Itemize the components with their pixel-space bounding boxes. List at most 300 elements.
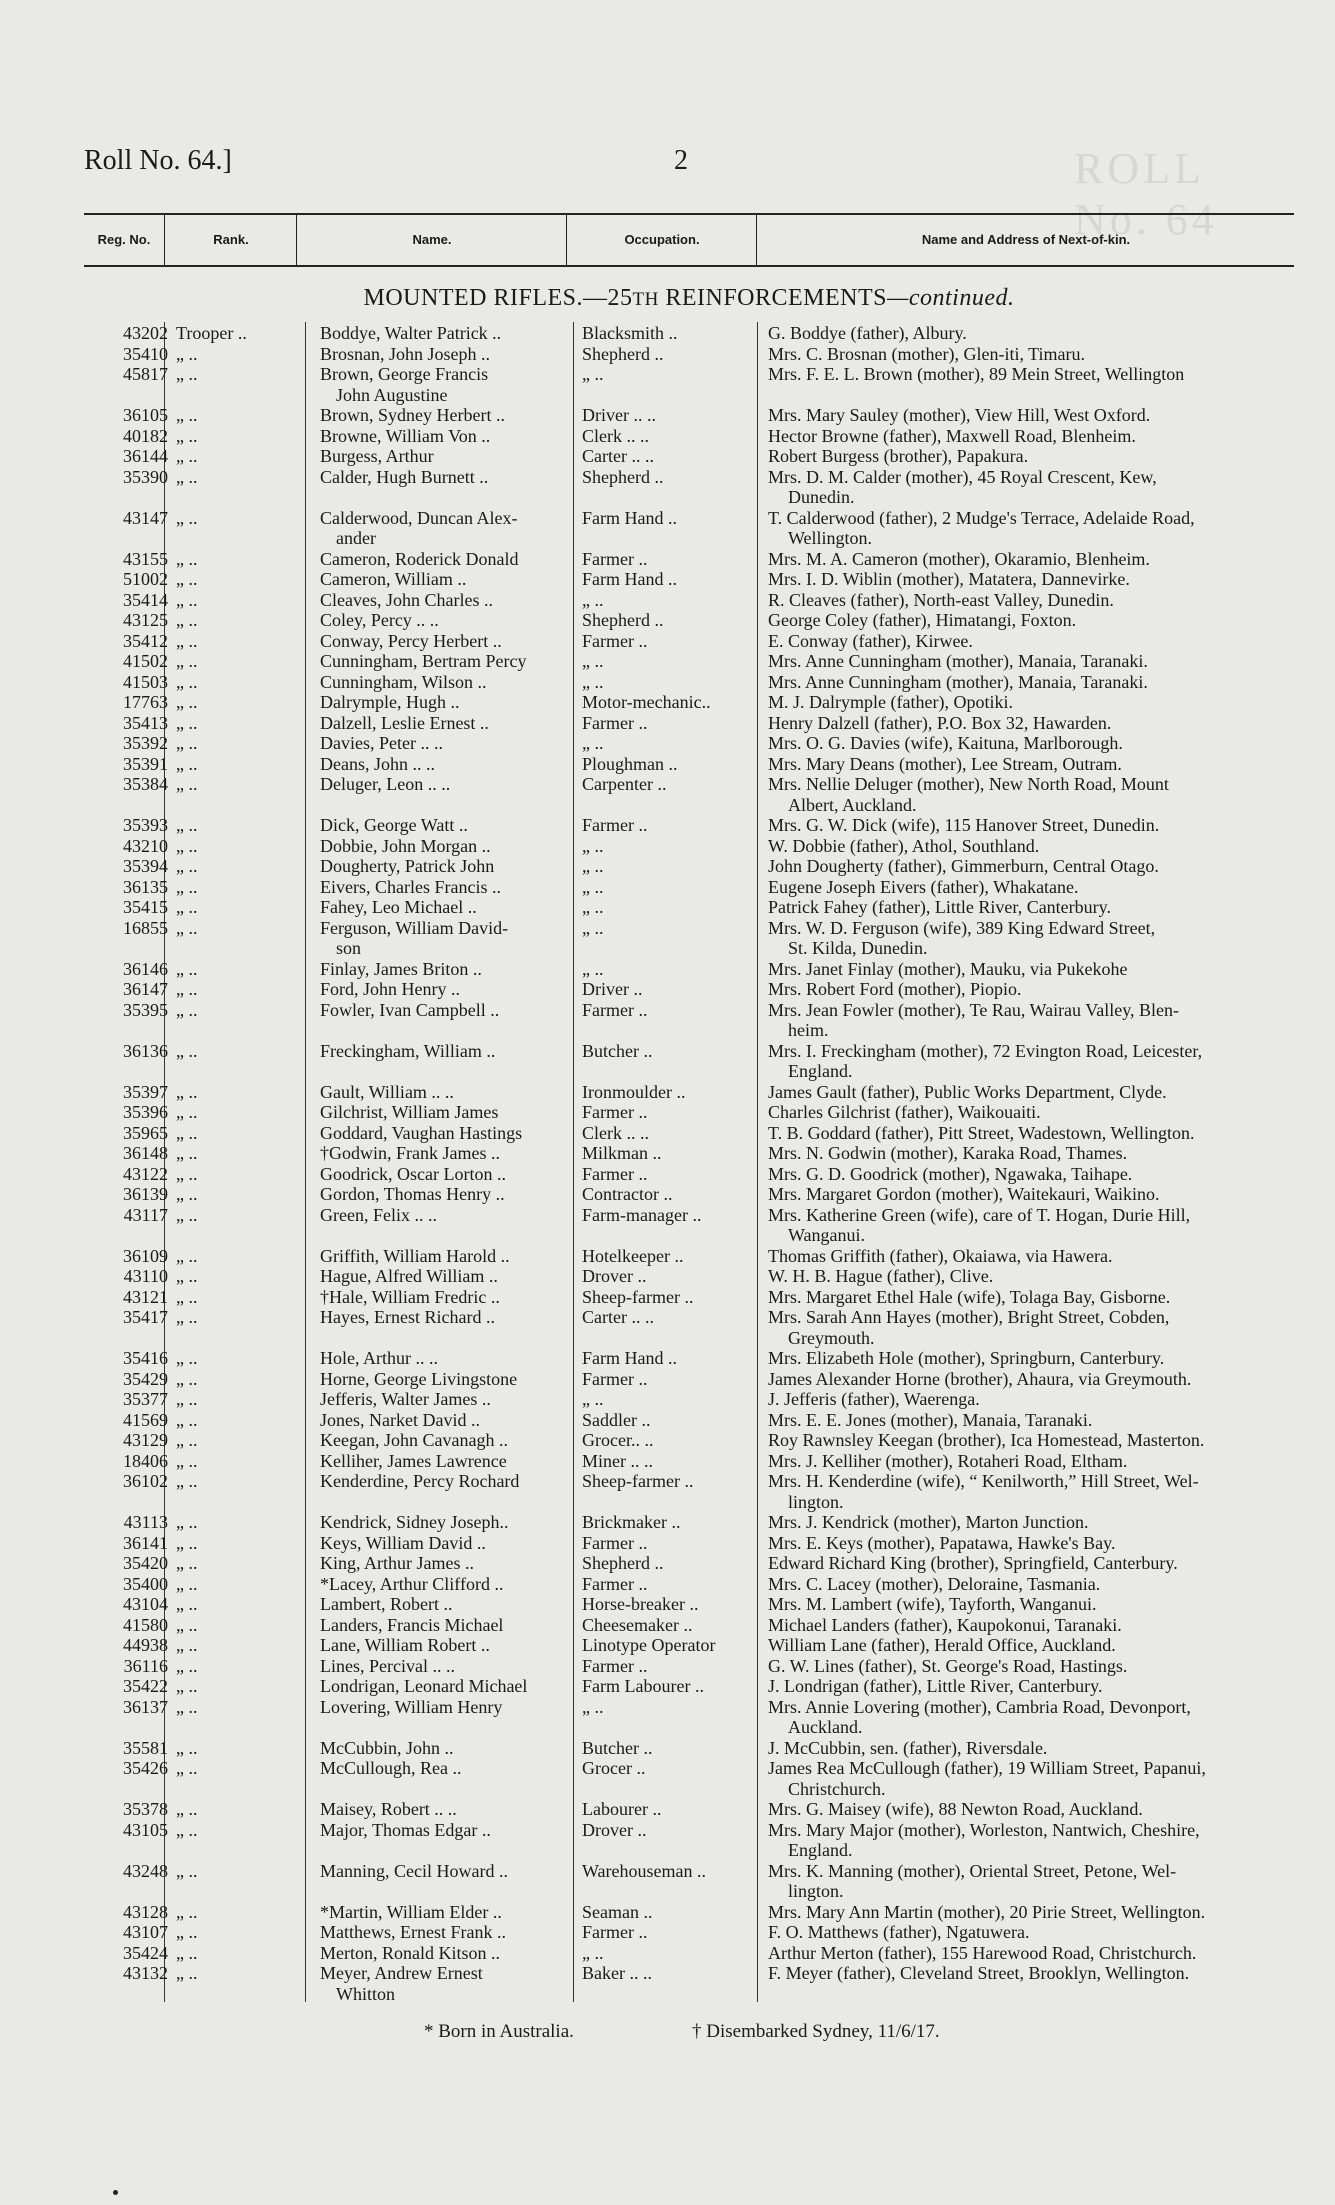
occupation [582,610,772,631]
next-of-kin-text: Robert Burgess (brother), Papakura. [768,446,1029,466]
next-of-kin [768,1287,1328,1308]
section-title-continued: —continued. [887,285,1015,311]
reg-number [104,405,168,426]
reg-number [104,979,168,1000]
next-of-kin-text: Mrs. Elizabeth Hole (mother), Springburn, Canterbury. [768,1348,1165,1368]
soldier-name-text: Kelliher, James Lawrence [320,1450,507,1471]
occupation-text: Brickmaker .. [582,1512,681,1532]
occupation-text: Hotelkeeper .. [582,1245,684,1266]
soldier-name-text: Gilchrist, William James [320,1102,499,1122]
occupation [582,733,772,754]
next-of-kin-text: T. B. Goddard (father), Pitt Street, Wadestown, Wellington. [768,1122,1195,1143]
rank-text: „ .. [176,733,198,753]
reg-number [104,1205,168,1226]
rank [176,1861,298,1882]
occupation-text: „ .. [582,876,604,897]
reg-number [104,815,168,836]
soldier-name-text: Burgess, Arthur [320,446,434,466]
soldier-name-text: Maisey, Robert .. .. [320,1799,457,1819]
next-of-kin-continuation: St. Kilda, Dunedin. [788,938,928,958]
reg-number [104,1430,168,1451]
rank [176,1656,298,1677]
reg-number [104,1410,168,1431]
rank-text: „ .. [176,1655,198,1676]
rank-text: „ .. [176,999,198,1020]
reg-number-text: 41569 [123,1409,168,1430]
occupation-text: Cheesemaker .. [582,1614,693,1635]
next-of-kin-text: Michael Landers (father), Kaupokonui, Taranaki. [768,1614,1122,1635]
reg-number-text: 35378 [123,1799,168,1819]
occupation-text: Clerk .. .. [582,1122,649,1143]
reg-number-text: 36144 [123,446,168,466]
rank-text: „ .. [176,1512,198,1532]
next-of-kin [768,1861,1328,1902]
next-of-kin-continuation: Wanganui. [788,1225,866,1245]
occupation [582,1389,772,1410]
next-of-kin-text: Mrs. Katherine Green (wife), care of T. Hogan, Durie Hill, [768,1204,1191,1225]
occupation-text: Butcher .. [582,1040,653,1061]
soldier-name-text: Dalzell, Leslie Ernest .. [320,712,489,733]
rank [176,467,298,488]
next-of-kin-text: Mrs. J. Kelliher (mother), Rotaheri Road, Eltham. [768,1450,1128,1471]
reg-number-text: 35391 [123,753,168,774]
next-of-kin-continuation: Albert, Auckland. [788,794,917,815]
table-row [84,1574,1314,1595]
reg-number [104,1738,168,1759]
table-row [84,1410,1314,1431]
occupation [582,877,772,898]
section-title-prefix: MOUNTED RIFLES.—25 [363,285,633,311]
occupation-text: Driver .. .. [582,405,656,425]
next-of-kin-continuation: Wellington. [788,528,873,548]
occupation [582,754,772,775]
reg-number [104,1820,168,1841]
next-of-kin-text: Mrs. Mary Deans (mother), Lee Stream, Outram. [768,753,1122,774]
reg-number [104,1512,168,1533]
next-of-kin-text: James Rea McCullough (father), 19 William Street, Papanui, [768,1758,1206,1778]
reg-number-text: 43128 [123,1901,168,1922]
reg-number [104,1389,168,1410]
soldier-name-text: Coley, Percy .. .. [320,610,439,630]
reg-number-text: 41502 [123,651,168,671]
reg-number-text: 45817 [123,364,168,384]
rank-text: „ .. [176,835,198,856]
rank-text: „ .. [176,1286,198,1307]
next-of-kin-text: Charles Gilchrist (father), Waikouaiti. [768,1102,1041,1122]
soldier-name-text: King, Arthur James .. [320,1553,474,1573]
rank [176,1348,298,1369]
rank [176,549,298,570]
next-of-kin [768,1656,1328,1677]
next-of-kin-text: Mrs. G. D. Goodrick (mother), Ngawaka, Taihape. [768,1163,1133,1184]
occupation [582,1143,772,1164]
occupation-text: „ .. [582,835,604,856]
soldier-name-text: Freckingham, William .. [320,1040,496,1061]
next-of-kin-text: R. Cleaves (father), North-east Valley, Dunedin. [768,589,1114,610]
rank [176,918,298,939]
reg-number-text: 35429 [123,1368,168,1389]
next-of-kin-text: Mrs. Mary Sauley (mother), View Hill, West Oxford. [768,405,1151,425]
next-of-kin-text: Mrs. E. Keys (mother), Papatawa, Hawke's Bay. [768,1532,1116,1553]
reg-number-text: 43155 [123,548,168,569]
occupation-text: Grocer .. [582,1758,646,1778]
occupation-text: Farm Labourer .. [582,1676,704,1696]
rank [176,1533,298,1554]
rank [176,1799,298,1820]
table-row [84,1307,1314,1348]
occupation [582,1164,772,1185]
reg-number-text: 35392 [123,733,168,753]
reg-number-text: 36141 [123,1532,168,1553]
occupation-text: Ploughman .. [582,753,678,774]
next-of-kin [768,1205,1328,1246]
reg-number [104,1000,168,1021]
rank [176,1471,298,1492]
reg-number [104,1594,168,1615]
next-of-kin-text: Mrs. Robert Ford (mother), Piopio. [768,979,1022,999]
reg-number-text: 43117 [123,1204,168,1225]
occupation [582,1471,772,1492]
table-row [84,1041,1314,1082]
rank-text: „ .. [176,1430,198,1450]
soldier-name-text: Cleaves, John Charles .. [320,589,493,610]
table-row [84,1266,1314,1287]
occupation [582,1697,772,1718]
table-row [84,1102,1314,1123]
rank-text: „ .. [176,1450,198,1471]
next-of-kin-text: Edward Richard King (brother), Springfield, Canterbury. [768,1553,1178,1573]
occupation-text: Farmer .. [582,630,648,651]
table-row [84,692,1314,713]
soldier-name-text: Dougherty, Patrick John [320,856,495,876]
occupation-text: Shepherd .. [582,466,664,487]
footnote-born-australia: * Born in Australia. [424,2021,574,2042]
reg-number [104,1287,168,1308]
table-row [84,856,1314,877]
rank [176,1430,298,1451]
soldier-name-text: Eivers, Charles Francis .. [320,876,501,897]
occupation-text: Baker .. .. [582,1963,652,1983]
rank-text: „ .. [176,1614,198,1635]
rank [176,774,298,795]
rank [176,1082,298,1103]
reg-number-text: 35424 [123,1942,168,1963]
page-number: 2 [674,145,688,176]
rank-text: „ .. [176,446,198,466]
occupation-text: Farm Hand .. [582,507,677,528]
occupation [582,1902,772,1923]
next-of-kin [768,815,1328,836]
table-row [84,979,1314,1000]
next-of-kin-text: Mrs. N. Godwin (mother), Karaka Road, Thames. [768,1143,1128,1163]
reg-number-text: 35397 [123,1081,168,1102]
reg-number-text: 36136 [123,1040,168,1061]
rank [176,1738,298,1759]
reg-number-text: 35417 [123,1307,168,1327]
occupation-text: Farmer .. [582,815,648,835]
rank [176,733,298,754]
occupation-text: „ .. [582,897,604,917]
next-of-kin-text: Patrick Fahey (father), Little River, Canterbury. [768,897,1111,917]
reg-number [104,1861,168,1882]
rank-text: „ .. [176,1819,198,1840]
occupation-text: Labourer .. [582,1799,662,1819]
occupation [582,1963,772,1984]
next-of-kin-text: Eugene Joseph Eivers (father), Whakatane. [768,876,1079,897]
rank-text: „ .. [176,1143,198,1163]
next-of-kin [768,1738,1328,1759]
occupation [582,344,772,365]
rank-text: „ .. [176,979,198,999]
reg-number [104,774,168,795]
occupation-text: Drover .. [582,1819,647,1840]
next-of-kin [768,1553,1328,1574]
table-row [84,1123,1314,1144]
next-of-kin-text: Mrs. E. E. Jones (mother), Manaia, Taranaki. [768,1409,1093,1430]
next-of-kin-text: Mrs. Annie Lovering (mother), Cambria Road, Devonport, [768,1696,1191,1717]
occupation [582,1348,772,1369]
next-of-kin-text: Mrs. Margaret Ethel Hale (wife), Tolaga Bay, Gisborne. [768,1286,1171,1307]
occupation [582,1000,772,1021]
next-of-kin-text: James Alexander Horne (brother), Ahaura, via Greymouth. [768,1368,1192,1389]
soldier-name-text: Ford, John Henry .. [320,979,460,999]
rank-text: „ .. [176,548,198,569]
reg-number-text: 36137 [123,1696,168,1717]
rank-text: „ .. [176,712,198,733]
rank [176,1307,298,1328]
table-row [84,1676,1314,1697]
soldier-name-text: Lines, Percival .. .. [320,1655,455,1676]
occupation [582,1246,772,1267]
occupation [582,1041,772,1062]
occupation-text: Farmer .. [582,1532,648,1553]
occupation [582,1082,772,1103]
occupation [582,323,772,344]
rank [176,1410,298,1431]
rank-text: „ .. [176,1081,198,1102]
next-of-kin-text: W. H. B. Hague (father), Clive. [768,1266,994,1286]
next-of-kin-text: Mrs. O. G. Davies (wife), Kaituna, Marlborough. [768,733,1123,753]
section-title [84,285,1294,312]
next-of-kin [768,1143,1328,1164]
reg-number-text: 43113 [123,1512,168,1532]
next-of-kin-text: James Gault (father), Public Works Department, Clyde. [768,1081,1167,1102]
reg-number [104,446,168,467]
next-of-kin-text: Mrs. Mary Major (mother), Worleston, Nantwich, Cheshire, [768,1819,1200,1840]
rank-text: „ .. [176,1163,198,1184]
rank [176,1594,298,1615]
reg-number [104,1348,168,1369]
rank-text: „ .. [176,1676,198,1696]
roll-table-body [84,323,1314,2004]
rank [176,1615,298,1636]
occupation-text: Farmer .. [582,712,648,733]
occupation [582,1635,772,1656]
occupation [582,631,772,652]
table-row [84,1000,1314,1041]
rank [176,1676,298,1697]
reg-number [104,1082,168,1103]
soldier-name-text: Gault, William .. .. [320,1081,454,1102]
rank-text: „ .. [176,1635,198,1655]
reg-number-text: 35394 [123,856,168,876]
rank [176,1184,298,1205]
next-of-kin [768,610,1328,631]
occupation-text: „ .. [582,651,604,671]
next-of-kin-continuation: Christchurch. [788,1778,886,1799]
table-row [84,1820,1314,1861]
rank-text: „ .. [176,897,198,917]
column-header-next-of-kin: Name and Address of Next-of-kin. [756,215,1295,265]
reg-number-text: 43107 [123,1922,168,1942]
rank-text: „ .. [176,343,198,364]
occupation [582,590,772,611]
reg-number-text: 43125 [123,610,168,630]
next-of-kin-text: Mrs. K. Manning (mother), Oriental Street, Petone, Wel- [768,1860,1177,1881]
reg-number-text: 43202 [123,323,168,343]
soldier-name-text: Merton, Ronald Kitson .. [320,1942,500,1963]
soldier-name-text: Matthews, Ernest Frank .. [320,1922,506,1942]
table-row [84,1512,1314,1533]
soldier-name-text: *Martin, William Elder .. [320,1901,502,1922]
occupation-text: Farm Hand .. [582,569,677,589]
occupation-text: Farmer .. [582,1163,648,1184]
next-of-kin-text: Mrs. Janet Finlay (mother), Mauku, via Pukekohe [768,958,1128,979]
reg-number [104,754,168,775]
rank [176,754,298,775]
rank [176,364,298,385]
occupation [582,1451,772,1472]
table-row [84,405,1314,426]
next-of-kin-text: J. Jefferis (father), Waerenga. [768,1389,980,1409]
rank [176,1143,298,1164]
rank-text: „ .. [176,1245,198,1266]
soldier-name-text: Brosnan, John Joseph .. [320,343,490,364]
reg-number-text: 43110 [123,1266,168,1286]
next-of-kin [768,774,1328,815]
next-of-kin-text: Mrs. W. D. Ferguson (wife), 389 King Edward Street, [768,917,1156,938]
rank [176,1000,298,1021]
reg-number [104,1266,168,1287]
reg-number-text: 16855 [123,917,168,938]
next-of-kin [768,1451,1328,1472]
soldier-name-continuation: Whitton [336,1983,395,2004]
occupation-text: „ .. [582,733,604,753]
next-of-kin [768,1758,1328,1799]
next-of-kin-text: E. Conway (father), Kirwee. [768,630,973,651]
next-of-kin [768,1000,1328,1041]
reg-number-text: 35415 [123,897,168,917]
occupation [582,651,772,672]
soldier-name-text: Goddard, Vaughan Hastings [320,1122,523,1143]
rank [176,897,298,918]
rank-text: „ .. [176,1266,198,1286]
soldier-name-text: †Hale, William Fredric .. [320,1286,500,1307]
next-of-kin [768,836,1328,857]
next-of-kin-text: Hector Browne (father), Maxwell Road, Blenheim. [768,425,1136,446]
reg-number-text: 36102 [123,1471,168,1491]
reg-number-text: 43147 [123,507,168,528]
soldier-name-text: Major, Thomas Edgar .. [320,1819,491,1840]
rank [176,1246,298,1267]
occupation [582,713,772,734]
next-of-kin [768,877,1328,898]
rank-text: „ .. [176,425,198,446]
rank-text: „ .. [176,1758,198,1778]
table-row [84,918,1314,959]
rank [176,651,298,672]
rank-text: „ .. [176,1594,198,1614]
next-of-kin-text: W. Dobbie (father), Athol, Southland. [768,835,1040,856]
soldier-name-text: Cameron, William .. [320,569,467,589]
occupation [582,918,772,939]
occupation-text: Sheep-farmer .. [582,1471,694,1491]
rank-text: „ .. [176,651,198,671]
table-row [84,344,1314,365]
rank [176,508,298,529]
reg-number [104,713,168,734]
table-row [84,446,1314,467]
soldier-name-continuation: son [336,938,362,958]
occupation-text: Clerk .. .. [582,425,649,446]
rank [176,1758,298,1779]
reg-number [104,508,168,529]
table-row [84,1963,1314,2004]
next-of-kin [768,569,1328,590]
rank [176,1574,298,1595]
occupation-text: Drover .. [582,1266,647,1286]
reg-number-text: 36147 [123,979,168,999]
reg-number [104,1451,168,1472]
occupation-text: „ .. [582,364,604,384]
table-row [84,1348,1314,1369]
reg-number-text: 36116 [123,1655,168,1676]
next-of-kin [768,426,1328,447]
table-row [84,1389,1314,1410]
next-of-kin [768,1348,1328,1369]
table-row [84,754,1314,775]
rank [176,979,298,1000]
next-of-kin-text: T. Calderwood (father), 2 Mudge's Terrace, Adelaide Road, [768,507,1195,528]
reg-number [104,1369,168,1390]
reg-number [104,1943,168,1964]
reg-number-text: 35414 [123,589,168,610]
next-of-kin [768,508,1328,549]
soldier-name-text: Keys, William David .. [320,1532,486,1553]
reg-number [104,569,168,590]
reg-number-text: 36139 [123,1184,168,1204]
occupation [582,692,772,713]
rank-text: „ .. [176,589,198,610]
reg-number [104,1143,168,1164]
reg-number-text: 36148 [123,1143,168,1163]
occupation-text: Farmer .. [582,1368,648,1389]
section-title-rein: REINFORCEMENTS [658,285,888,311]
table-row [84,836,1314,857]
reg-number [104,344,168,365]
next-of-kin-text: George Coley (father), Himatangi, Foxton. [768,610,1077,630]
occupation-text: Farmer .. [582,1573,648,1594]
reg-number [104,549,168,570]
occupation-text: Horse-breaker .. [582,1594,699,1614]
occupation-text: Blacksmith .. [582,323,678,343]
rank [176,1943,298,1964]
rank [176,1123,298,1144]
next-of-kin [768,1184,1328,1205]
rank [176,569,298,590]
next-of-kin [768,1820,1328,1861]
next-of-kin-text: Mrs. Anne Cunningham (mother), Manaia, Taranaki. [768,651,1148,671]
